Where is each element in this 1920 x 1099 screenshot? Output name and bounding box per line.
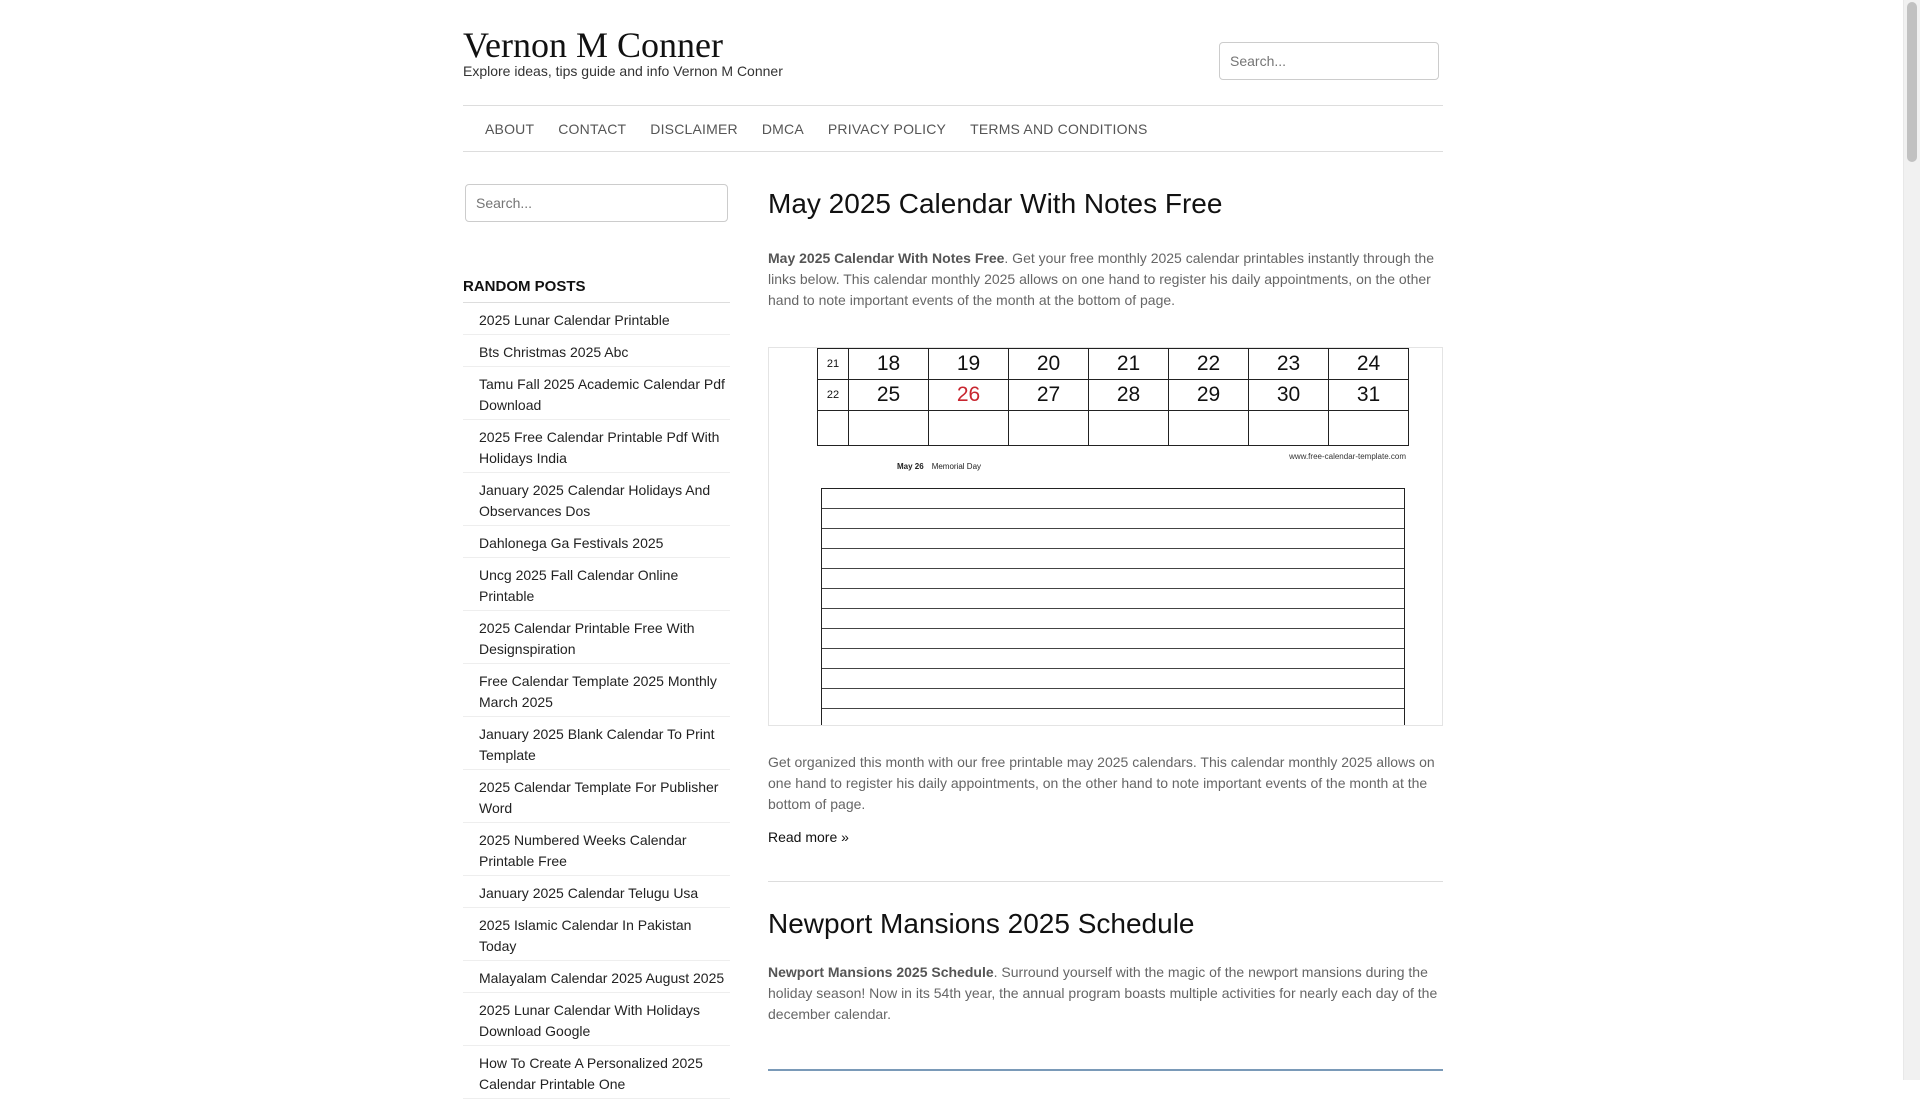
random-post-link[interactable]: January 2025 Calendar Holidays And Observances Dos bbox=[463, 473, 730, 526]
post-excerpt bbox=[768, 248, 1443, 311]
calendar-note-text: Memorial Day bbox=[931, 462, 982, 471]
post-divider bbox=[768, 881, 1443, 882]
post-body: Get organized this month with our free printable may 2025 calendars. This calendar monthly 2025 allows on one hand to register his daily appointments, on the other hand to note important events of the month at the bottom of page. bbox=[768, 754, 1435, 812]
random-post-link[interactable]: January 2025 Calendar Telugu Usa bbox=[463, 876, 730, 908]
random-post-link[interactable]: Malayalam Calendar 2025 August 2025 bbox=[463, 961, 730, 993]
calendar-day-blank bbox=[1329, 411, 1409, 446]
calendar-image[interactable] bbox=[768, 347, 1443, 726]
random-post-link[interactable]: 2025 Numbered Weeks Calendar Printable Free bbox=[463, 823, 730, 876]
post-image-top[interactable] bbox=[768, 1069, 1443, 1071]
week-number: 21 bbox=[818, 349, 849, 380]
random-post-link[interactable]: Bts Christmas 2025 Abc bbox=[463, 335, 730, 367]
calendar-day-blank bbox=[929, 411, 1009, 446]
calendar-day-blank bbox=[1249, 411, 1329, 446]
post-excerpt-bold: May 2025 Calendar With Notes Free bbox=[768, 250, 1005, 266]
nav-about[interactable]: ABOUT bbox=[485, 120, 535, 137]
random-post-link[interactable]: 2025 Free Calendar Printable Pdf With Holidays India bbox=[463, 420, 730, 473]
random-post-link[interactable]: 2025 Lunar Calendar Printable bbox=[463, 303, 730, 335]
calendar-day: 27 bbox=[1009, 380, 1089, 411]
post-title[interactable]: Newport Mansions 2025 Schedule bbox=[768, 908, 1195, 939]
sidebar bbox=[463, 184, 730, 1099]
calendar-day: 19 bbox=[929, 349, 1009, 380]
calendar-day: 30 bbox=[1249, 380, 1329, 411]
calendar-day: 18 bbox=[849, 349, 929, 380]
random-post-link[interactable]: How To Create A Personalized 2025 Calendar Printable One bbox=[463, 1046, 730, 1099]
week-number-blank bbox=[818, 411, 849, 446]
scrollbar-thumb[interactable] bbox=[1907, 2, 1917, 162]
calendar-day: 31 bbox=[1329, 380, 1409, 411]
calendar-day-blank bbox=[849, 411, 929, 446]
calendar-day: 25 bbox=[849, 380, 929, 411]
calendar-day: 24 bbox=[1329, 349, 1409, 380]
header-search-input[interactable] bbox=[1219, 42, 1439, 80]
calendar-day-holiday: 26 bbox=[929, 380, 1009, 411]
calendar-day-blank bbox=[1169, 411, 1249, 446]
nav-privacy-policy[interactable]: PRIVACY POLICY bbox=[827, 120, 947, 137]
site-title[interactable]: Vernon M Conner bbox=[463, 25, 723, 65]
random-post-link[interactable]: 2025 Calendar Template For Publisher Word bbox=[463, 770, 730, 823]
calendar-day-blank bbox=[1009, 411, 1089, 446]
random-post-link[interactable]: 2025 Calendar Printable Free With Designspiration bbox=[463, 611, 730, 664]
post-excerpt-text: . Get your free monthly 2025 calendar printables instantly through the links below. This calendar monthly 2025 allows on one hand to register his daily appointments, on the other hand to note important events of the month at the bottom of page. bbox=[768, 250, 1434, 308]
calendar-week-row bbox=[818, 380, 1409, 411]
post-newport-mansions bbox=[768, 904, 1443, 1071]
post-may-2025-calendar bbox=[768, 184, 1443, 847]
random-post-link[interactable]: Tamu Fall 2025 Academic Calendar Pdf Download bbox=[463, 367, 730, 420]
calendar-day: 23 bbox=[1249, 349, 1329, 380]
sidebar-search-input[interactable] bbox=[465, 184, 728, 222]
nav-dmca[interactable]: DMCA bbox=[761, 120, 804, 137]
calendar-notes-lines bbox=[821, 488, 1405, 726]
calendar-day-blank bbox=[1089, 411, 1169, 446]
post-excerpt bbox=[768, 962, 1443, 1025]
calendar-day: 28 bbox=[1089, 380, 1169, 411]
page-scrollbar[interactable] bbox=[1903, 0, 1920, 1080]
post-title[interactable]: May 2025 Calendar With Notes Free bbox=[768, 188, 1223, 219]
random-post-link[interactable]: 2025 Lunar Calendar With Holidays Download Google bbox=[463, 993, 730, 1046]
random-post-link[interactable]: January 2025 Blank Calendar To Print Template bbox=[463, 717, 730, 770]
main-content bbox=[768, 184, 1443, 1071]
random-post-link[interactable]: Dahlonega Ga Festivals 2025 bbox=[463, 526, 730, 558]
random-posts-heading: RANDOM POSTS bbox=[463, 278, 730, 303]
random-posts-list bbox=[463, 303, 730, 1099]
read-more-link[interactable]: Read more » bbox=[768, 829, 849, 845]
random-post-link[interactable]: 2025 Islamic Calendar In Pakistan Today bbox=[463, 908, 730, 961]
calendar-day: 29 bbox=[1169, 380, 1249, 411]
site-tagline: Explore ideas, tips guide and info Vernon M Conner bbox=[463, 63, 783, 79]
calendar-day: 20 bbox=[1009, 349, 1089, 380]
random-post-link[interactable]: Free Calendar Template 2025 Monthly March 2025 bbox=[463, 664, 730, 717]
calendar-grid bbox=[817, 348, 1409, 446]
nav-disclaimer[interactable]: DISCLAIMER bbox=[650, 120, 738, 137]
calendar-source: www.free-calendar-template.com bbox=[1289, 452, 1406, 461]
calendar-blank-row bbox=[818, 411, 1409, 446]
main-nav bbox=[463, 105, 1443, 152]
random-post-link[interactable]: Uncg 2025 Fall Calendar Online Printable bbox=[463, 558, 730, 611]
calendar-holiday-note bbox=[897, 462, 981, 471]
post-excerpt-text: . Surround yourself with the magic of the newport mansions during the holiday season! Now in its 54th year, the annual program boasts multiple activities for nearly each day of the december calendar. bbox=[768, 964, 1438, 1022]
nav-terms-and-conditions[interactable]: TERMS AND CONDITIONS bbox=[970, 120, 1148, 137]
calendar-day: 22 bbox=[1169, 349, 1249, 380]
calendar-day: 21 bbox=[1089, 349, 1169, 380]
week-number: 22 bbox=[818, 380, 849, 411]
calendar-note-date: May 26 bbox=[897, 462, 924, 471]
nav-contact[interactable]: CONTACT bbox=[558, 120, 627, 137]
post-excerpt-bold: Newport Mansions 2025 Schedule bbox=[768, 964, 994, 980]
calendar-week-row bbox=[818, 349, 1409, 380]
